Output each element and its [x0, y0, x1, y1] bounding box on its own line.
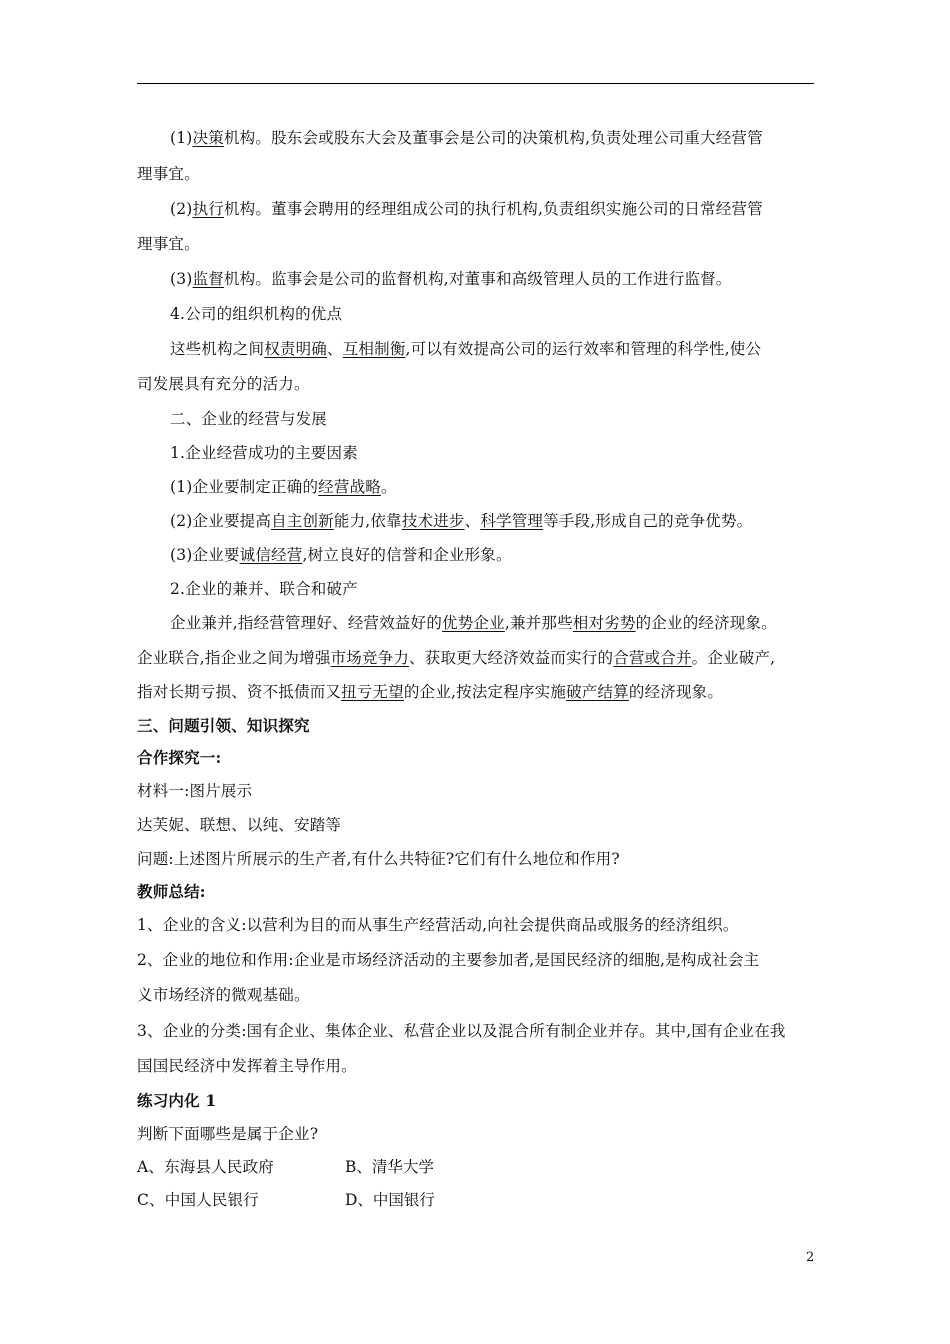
paragraph-line: 指对长期亏损、资不抵债而又扭亏无望的企业,按法定程序实施破产结算的经济现象。	[137, 683, 724, 701]
paragraph-line: (3)企业要诚信经营,树立良好的信誉和企业形象。	[170, 546, 512, 564]
section-heading: 二、企业的经营与发展	[170, 410, 328, 428]
paragraph-line: (2)执行机构。董事会聘用的经理组成公司的执行机构,负责组织实施公司的日常经营管	[170, 200, 763, 218]
paragraph-line: (2)企业要提高自主创新能力,依靠技术进步、科学管理等手段,形成自己的竞争优势。	[170, 512, 753, 530]
option-c: C、中国人民银行	[137, 1191, 259, 1209]
option-a: A、东海县人民政府	[137, 1158, 274, 1176]
paragraph-line: 义市场经济的微观基础。	[137, 986, 310, 1004]
paragraph-line: 企业兼并,指经营管理好、经营效益好的优势企业,兼并那些相对劣势的企业的经济现象。	[170, 614, 777, 632]
section-heading: 合作探究一:	[137, 748, 222, 767]
subheading: 1.企业经营成功的主要因素	[170, 444, 358, 462]
page-number: 2	[806, 1250, 815, 1265]
section-heading: 三、问题引领、知识探究	[137, 716, 310, 735]
header-rule	[137, 83, 814, 84]
option-b: B、清华大学	[345, 1158, 434, 1176]
paragraph-line: 问题:上述图片所展示的生产者,有什么共特征?它们有什么地位和作用?	[137, 850, 620, 868]
paragraph-line: (1)企业要制定正确的经营战略。	[170, 478, 397, 496]
section-heading: 教师总结:	[137, 882, 206, 901]
paragraph-line: 理事宜。	[137, 235, 200, 253]
paragraph-line: 材料一:图片展示	[137, 782, 253, 800]
section-heading: 练习内化 1	[137, 1091, 217, 1110]
paragraph-line: 司发展具有充分的活力。	[137, 375, 310, 393]
paragraph-line: 企业联合,指企业之间为增强市场竞争力、获取更大经济效益而实行的合营或合并。企业破产,	[137, 649, 776, 667]
paragraph-line: 达芙妮、联想、以纯、安踏等	[137, 816, 342, 834]
paragraph-line: (1)决策机构。股东会或股东大会及董事会是公司的决策机构,负责处理公司重大经营管	[170, 129, 763, 147]
paragraph-line: 这些机构之间权责明确、互相制衡,可以有效提高公司的运行效率和管理的科学性,使公	[170, 340, 762, 358]
paragraph-line: 1、企业的含义:以营利为目的而从事生产经营活动,向社会提供商品或服务的经济组织。	[137, 916, 739, 934]
paragraph-line: 3、企业的分类:国有企业、集体企业、私营企业以及混合所有制企业并存。其中,国有企业在我	[137, 1022, 786, 1040]
paragraph-line: 国国民经济中发挥着主导作用。	[137, 1057, 357, 1075]
question-line: 判断下面哪些是属于企业?	[137, 1125, 319, 1143]
subheading: 2.企业的兼并、联合和破产	[170, 580, 358, 598]
option-d: D、中国银行	[345, 1191, 435, 1209]
paragraph-line: (3)监督机构。监事会是公司的监督机构,对董事和高级管理人员的工作进行监督。	[170, 270, 732, 288]
paragraph-line: 2、企业的地位和作用:企业是市场经济活动的主要参加者,是国民经济的细胞,是构成社会主	[137, 951, 760, 969]
paragraph-line: 理事宜。	[137, 165, 200, 183]
subheading: 4.公司的组织机构的优点	[170, 305, 343, 323]
